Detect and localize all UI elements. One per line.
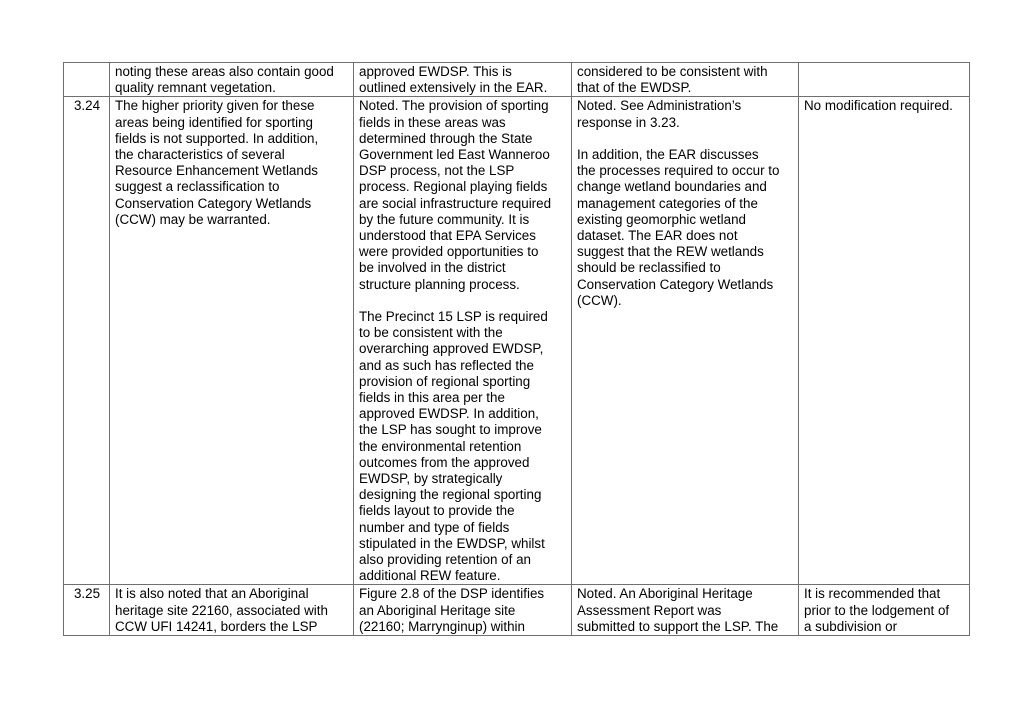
- administration-cell: [572, 585, 799, 636]
- response-text-line: Government led East Wanneroo: [359, 147, 550, 163]
- administration-text-line: submitted to support the LSP. The: [577, 618, 779, 634]
- submission-text-line: areas being identified for sporting: [115, 114, 314, 130]
- administration-text-line: dataset. The EAR does not: [577, 228, 738, 244]
- response-text-line: the LSP has sought to improve: [359, 422, 542, 438]
- submission-text-line: the characteristics of several: [115, 147, 285, 163]
- response-text-line: be involved in the district: [359, 260, 506, 276]
- item-number-cell: 3.24: [64, 97, 110, 585]
- response-text-line: determined through the State: [359, 130, 533, 146]
- table-row: [64, 97, 970, 585]
- submission-text-line: Resource Enhancement Wetlands: [115, 163, 318, 179]
- administration-text-line: Noted. See Administration’s: [577, 98, 742, 114]
- administration-text-line: existing geomorphic wetland: [577, 211, 746, 227]
- item-number-cell: [64, 63, 110, 97]
- response-text-line: (22160; Marrynginup) within: [359, 618, 525, 634]
- submission-text-line: noting these areas also contain good: [115, 64, 334, 79]
- paragraph-gap: [359, 293, 567, 309]
- submission-text-line: CCW UFI 14241, borders the LSP: [115, 618, 318, 634]
- response-text-line: additional REW feature.: [359, 568, 501, 584]
- response-cell: [354, 63, 572, 97]
- table-body: [64, 63, 970, 636]
- recommendation-cell: [799, 585, 970, 636]
- recommendation-text-line: No modification required.: [804, 98, 953, 114]
- response-text-line: an Aboriginal Heritage site: [359, 602, 516, 618]
- administration-text-line: (CCW).: [577, 292, 622, 308]
- administration-cell: [572, 97, 799, 585]
- response-text-line: DSP process, not the LSP: [359, 163, 515, 179]
- response-text-line: approved EWDSP. This is: [359, 64, 512, 79]
- recommendation-cell: [799, 97, 970, 585]
- submission-text-line: The higher priority given for these: [115, 98, 315, 114]
- submission-text-line: (CCW) may be warranted.: [115, 211, 271, 227]
- table-row: [64, 63, 970, 97]
- recommendation-cell: [799, 63, 970, 97]
- item-number-cell: 3.25: [64, 585, 110, 636]
- submission-text-line: fields is not supported. In addition,: [115, 130, 319, 146]
- response-text-line: overarching approved EWDSP,: [359, 341, 544, 357]
- administration-text-line: considered to be consistent with: [577, 64, 768, 79]
- response-text-line: by the future community. It is: [359, 211, 530, 227]
- recommendation-text-line: prior to the lodgement of: [804, 602, 950, 618]
- response-text-line: understood that EPA Services: [359, 228, 536, 244]
- response-text-line: designing the regional sporting: [359, 487, 542, 503]
- administration-text-line: response in 3.23.: [577, 114, 680, 130]
- response-text-line: outlined extensively in the EAR.: [359, 80, 548, 96]
- submission-text-line: It is also noted that an Aboriginal: [115, 586, 309, 602]
- administration-text-line: that of the EWDSP.: [577, 80, 692, 96]
- response-text-line: and as such has reflected the: [359, 357, 534, 373]
- response-text-line: number and type of fields: [359, 519, 510, 535]
- response-text-line: The Precinct 15 LSP is required: [359, 309, 548, 325]
- administration-text-line: management categories of the: [577, 195, 758, 211]
- response-text-line: provision of regional sporting: [359, 373, 531, 389]
- response-text-line: outcomes from the approved: [359, 454, 530, 470]
- administration-text-line: In addition, the EAR discusses: [577, 147, 759, 162]
- response-text-line: Figure 2.8 of the DSP identifies: [359, 586, 545, 602]
- administration-text-line: Assessment Report was: [577, 602, 722, 618]
- administration-text-line: should be reclassified to: [577, 260, 721, 276]
- response-cell: [354, 585, 572, 636]
- response-text-line: also providing retention of an: [359, 552, 531, 568]
- submission-cell: [110, 97, 354, 585]
- response-text-line: fields in this area per the: [359, 390, 505, 406]
- submission-cell: [110, 585, 354, 636]
- response-text-line: stipulated in the EWDSP, whilst: [359, 535, 545, 551]
- response-text-line: the environmental retention: [359, 438, 522, 454]
- response-text-line: approved EWDSP. In addition,: [359, 406, 539, 422]
- response-text-line: structure planning process.: [359, 276, 520, 292]
- submission-text-line: heritage site 22160, associated with: [115, 602, 328, 618]
- response-text-line: process. Regional playing fields: [359, 179, 548, 195]
- response-text-line: Noted. The provision of sporting: [359, 98, 549, 114]
- response-text-line: are social infrastructure required: [359, 195, 552, 211]
- administration-text-line: Noted. An Aboriginal Heritage: [577, 586, 753, 602]
- response-text-line: were provided opportunities to: [359, 244, 539, 260]
- administration-text-line: suggest that the REW wetlands: [577, 244, 764, 260]
- response-text-line: fields layout to provide the: [359, 503, 515, 519]
- table-row: [64, 585, 970, 636]
- administration-text-line: the processes required to occur to: [577, 163, 780, 179]
- submission-text-line: Conservation Category Wetlands: [115, 195, 312, 211]
- administration-cell: [572, 63, 799, 97]
- recommendation-text-line: It is recommended that: [804, 586, 941, 602]
- submission-text-line: suggest a reclassification to: [115, 179, 280, 195]
- response-cell: [354, 97, 572, 585]
- administration-text-line: Conservation Category Wetlands: [577, 276, 774, 292]
- paragraph-gap: [577, 131, 794, 147]
- submissions-table: [63, 62, 970, 636]
- response-text-line: fields in these areas was: [359, 114, 506, 130]
- administration-text-line: change wetland boundaries and: [577, 179, 767, 195]
- submission-text-line: quality remnant vegetation.: [115, 80, 276, 96]
- response-text-line: EWDSP, by strategically: [359, 471, 503, 487]
- response-text-line: to be consistent with the: [359, 325, 503, 341]
- recommendation-text-line: a subdivision or: [804, 618, 898, 634]
- submission-cell: [110, 63, 354, 97]
